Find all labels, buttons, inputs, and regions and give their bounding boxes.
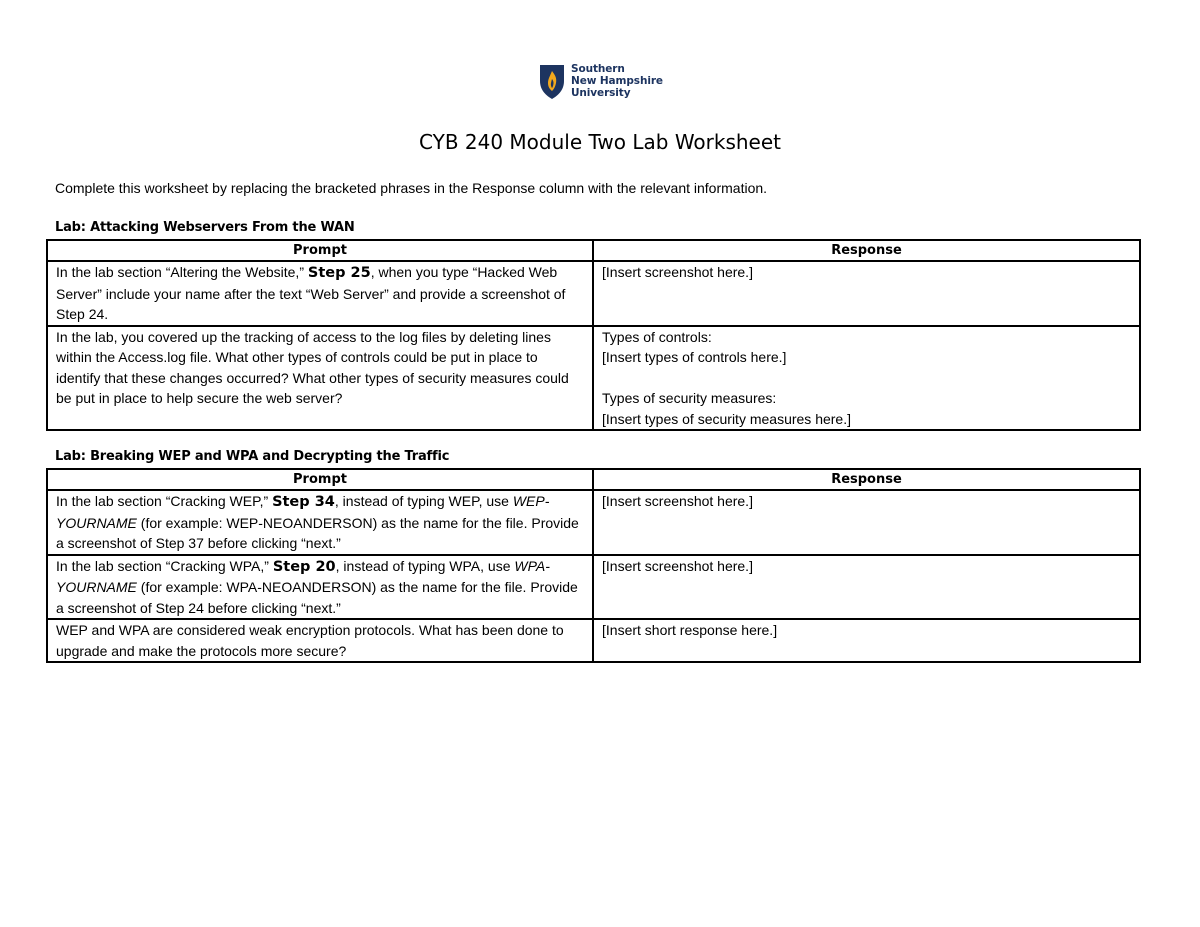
prompt-cell (47, 261, 593, 326)
logo-line-1: Southern (571, 63, 625, 75)
step-reference: Step 34 (272, 494, 335, 510)
response-label: Types of controls: (602, 328, 712, 345)
prompt-column-header: Prompt (47, 240, 593, 261)
table-row (47, 261, 1140, 326)
prompt-text: , instead of typing WPA, use (335, 557, 515, 574)
table-row (47, 490, 1140, 555)
spacer (602, 368, 1131, 389)
prompt-column-header: Prompt (47, 469, 593, 490)
table-row (47, 555, 1140, 620)
step-reference: Step 20 (272, 558, 336, 575)
table-header-row (47, 240, 1140, 261)
section-heading-wep-wpa: Lab: Breaking WEP and WPA and Decrypting the Traffic (55, 449, 450, 464)
file-name-example: WEP-YOURNAME (56, 493, 550, 531)
response-placeholder: [Insert types of controls here.] (602, 349, 787, 365)
lab-table-webservers (46, 239, 1141, 431)
logo-wordmark (571, 63, 663, 99)
section-heading-webservers: Lab: Attacking Webservers From the WAN (55, 220, 355, 235)
prompt-text: In the lab section “Altering the Website,” (56, 264, 308, 280)
response-placeholder: [Insert types of security measures here.] (602, 410, 851, 427)
logo-line-3: University (571, 87, 631, 99)
table-row (47, 326, 1140, 431)
prompt-text: In the lab section “Cracking WPA,” (56, 557, 273, 574)
shield-flame-icon (539, 64, 565, 100)
prompt-text: In the lab section “Cracking WEP,” (56, 493, 273, 509)
response-cell[interactable]: [Insert screenshot here.] (593, 261, 1140, 326)
prompt-cell: In the lab, you covered up the tracking of access to the log files by deleting lines within the Access.log file. What other types of controls could be put in place to identify that these changes occurred? What other types of security measures could be put in place to help secure the web server? (47, 326, 593, 431)
prompt-text: (for example: WEP-NEOANDERSON) as the name for the file. Provide a screenshot of Step 37 before clicking “next.” (56, 514, 579, 551)
file-name-example: WPA-YOURNAME (56, 557, 550, 595)
step-reference: Step 25 (307, 265, 371, 281)
table-header-row (47, 469, 1140, 490)
response-cell[interactable] (593, 326, 1140, 431)
page-title: CYB 240 Module Two Lab Worksheet (418, 130, 782, 154)
response-cell[interactable]: [Insert short response here.] (593, 619, 1140, 662)
response-cell[interactable]: [Insert screenshot here.] (593, 490, 1140, 555)
table-row (47, 619, 1140, 662)
response-column-header: Response (593, 240, 1140, 261)
prompt-text: , when you type “Hacked Web Server” include your name after the text “Web Server” and provide a screenshot of Step 24. (56, 264, 566, 322)
prompt-cell (47, 555, 593, 620)
response-cell[interactable]: [Insert screenshot here.] (593, 555, 1140, 620)
response-label: Types of security measures: (602, 390, 777, 406)
response-column-header: Response (593, 469, 1140, 490)
prompt-text: (for example: WPA-NEOANDERSON) as the name for the file. Provide a screenshot of Step 24 before clicking “next.” (56, 579, 578, 616)
prompt-cell: WEP and WPA are considered weak encryption protocols. What has been done to upgrade and make the protocols more secure? (47, 619, 593, 662)
logo-line-2: New Hampshire (571, 75, 663, 87)
prompt-cell (47, 490, 593, 555)
snhu-logo (539, 64, 663, 100)
intro-text: Complete this worksheet by replacing the bracketed phrases in the Response column with the relevant information. (55, 180, 768, 196)
lab-table-wep-wpa (46, 468, 1141, 663)
prompt-text: , instead of typing WEP, use (334, 493, 513, 509)
